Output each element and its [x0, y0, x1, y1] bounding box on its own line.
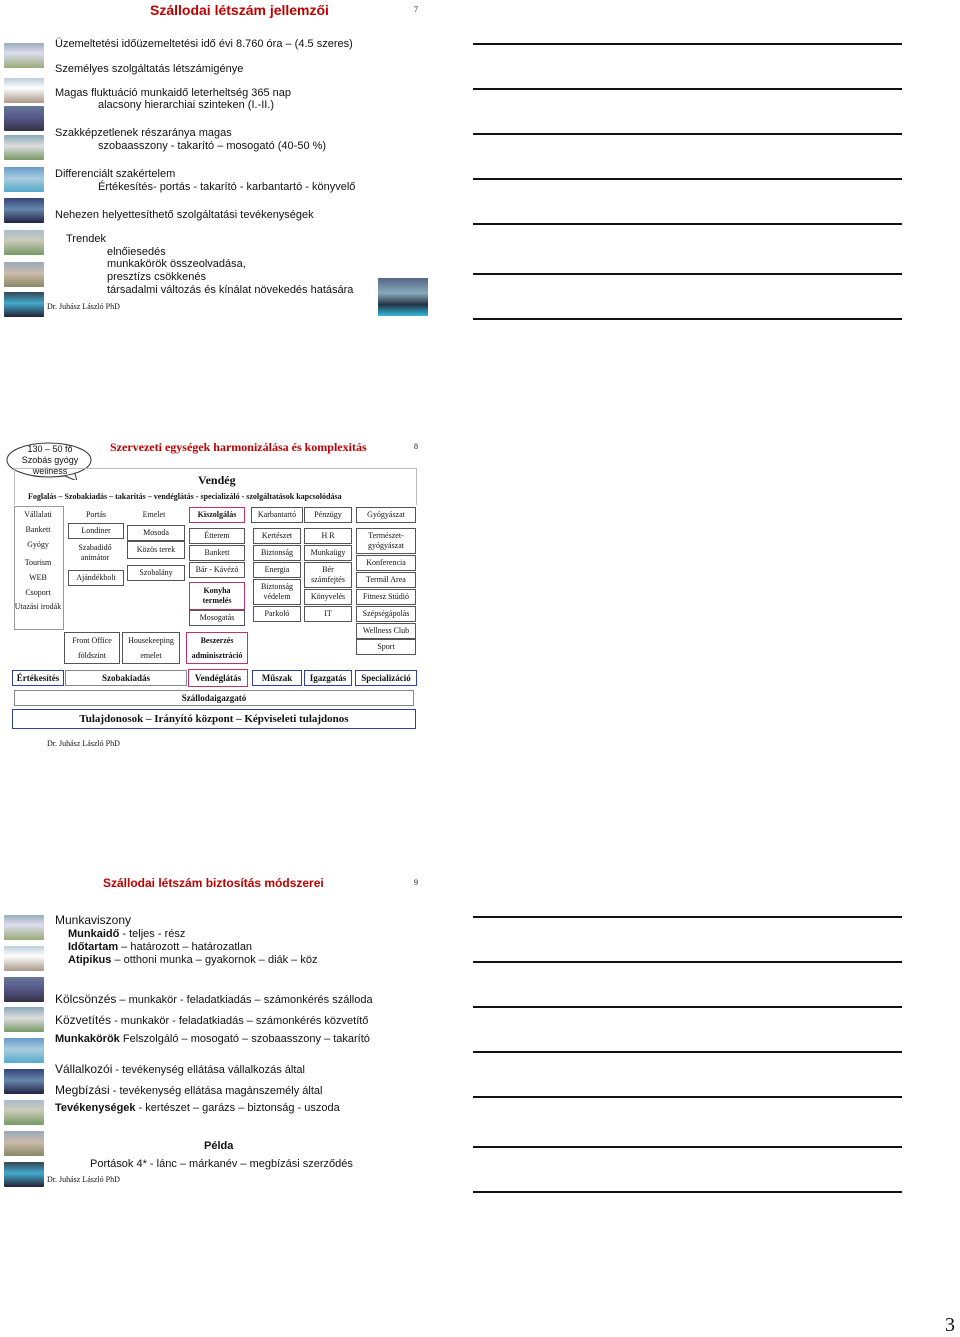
termal-box: Termál Area — [356, 572, 416, 588]
szobakiadas-box: Szobakiadás — [65, 670, 187, 686]
hotel-photo — [4, 43, 44, 68]
gyogyaszat-box: Gyógyászat — [356, 507, 416, 523]
hotel-photo — [4, 1131, 44, 1156]
hotel-photo — [4, 78, 44, 103]
fitnesz-box: Fitnesz Stúdió — [356, 589, 416, 605]
specializacio-box: Specializáció — [355, 670, 417, 686]
kozos-terek-box: Közös terek — [127, 541, 185, 559]
pool-photo — [4, 167, 44, 192]
text-line: Munkaviszony — [55, 913, 132, 927]
konferencia-box: Konferencia — [356, 555, 416, 571]
text-line: szobaasszony - takarító – mosogató (40-50 %) — [98, 140, 327, 152]
text-line: presztízs csökkenés — [107, 271, 207, 283]
wellness-club-box: Wellness Club — [356, 623, 416, 639]
column-item: Bankett — [25, 525, 51, 534]
munkaugy-box: Munkaügy — [304, 545, 352, 561]
text-line: Szakképzetlenek részaránya magas — [55, 127, 232, 139]
szepseg-box: Szépségápolás — [356, 606, 416, 622]
vendeg-label: Vendég — [198, 473, 236, 487]
housekeeping-box: Housekeeping emelet — [122, 632, 180, 664]
slide-2-number: 8 — [414, 442, 418, 451]
text-line: elnőiesedés — [107, 246, 166, 258]
text-line: Trendek — [66, 233, 106, 245]
energia-box: Energia — [253, 562, 301, 578]
pool-photo — [378, 278, 428, 316]
text-line: Közvetítés - munkakör - feladatkiadás – számonkérés közvetítő — [55, 1013, 369, 1027]
hotel-photo — [4, 977, 44, 1002]
penzugy-box: Pénzügy — [304, 507, 352, 523]
bar-box: Bár - Kávézó — [189, 562, 245, 578]
text-line: Megbízási - tevékenység ellátása magánszemély által — [55, 1083, 323, 1097]
karbantarto-box: Karbantartó — [251, 507, 303, 523]
text-line: Differenciált szakértelem — [55, 168, 176, 180]
hotel-photo — [4, 106, 44, 131]
ajandekbolt-box: Ajándékbolt — [68, 570, 124, 586]
speech-bubble-text: 130 – 50 fő Szobás gyógy wellness — [21, 444, 79, 476]
kerteszet-box: Kertészet — [253, 528, 301, 544]
hotel-photo — [4, 915, 44, 940]
szabadido-box: Szabadidő animátor — [68, 541, 122, 565]
front-office-box: Front Office földszint — [64, 632, 120, 664]
hotel-photo — [4, 946, 44, 971]
bankett-box: Bankett — [189, 545, 245, 561]
text-line: Időtartam – határozott – határozatlan — [68, 941, 253, 953]
mosoda-box: Mosoda — [127, 525, 185, 541]
biztonsag-box: Biztonság — [253, 545, 301, 561]
emelet-label: Emelet — [142, 510, 166, 519]
column-item: Csoport — [25, 588, 51, 597]
text-line: Munkakörök Felszolgáló – mosogató – szobaasszony – takarító — [55, 1033, 370, 1045]
pool-photo — [4, 1038, 44, 1063]
slide-1-number: 7 — [414, 5, 418, 14]
hotel-photo — [4, 262, 44, 287]
hotel-photo — [4, 198, 44, 223]
sport-box: Sport — [356, 639, 416, 655]
tulajdonosok-box: Tulajdonosok – Irányító központ – Képviseleti tulajdonos — [12, 709, 416, 729]
muszak-box: Műszak — [252, 670, 302, 686]
hotel-photo — [4, 135, 44, 160]
text-line: munkakörök összeolvadása, — [107, 258, 246, 270]
londiner-box: Londiner — [68, 523, 124, 539]
column-item: Utazási irodák — [14, 602, 62, 611]
pool-photo — [4, 292, 44, 317]
author: Dr. Juhász László PhD — [47, 302, 120, 311]
portas-label: Portás — [86, 510, 106, 519]
igazgato-box: Szállodaigazgató — [14, 690, 414, 706]
text-line: Személyes szolgáltatás létszámigénye — [55, 63, 244, 75]
vallalati-label: Vállalati — [24, 510, 52, 519]
konyveles-box: Könyvelés — [304, 589, 352, 605]
text-line: Munkaidő - teljes - rész — [68, 928, 186, 940]
slide-2-title: Szervezeti egységek harmonizálása és komplexitás — [110, 440, 367, 454]
pelda-label: Példa — [204, 1140, 234, 1152]
slide-3-title: Szállodai létszám biztosítás módszerei — [103, 876, 324, 890]
text-line: Értékesítés- portás - takarító - karbantartó - könyvelő — [98, 181, 356, 193]
hotel-photo — [4, 230, 44, 255]
it-box: IT — [304, 606, 352, 622]
text-line: Kölcsönzés – munkakör - feladatkiadás – számonkérés szálloda — [55, 992, 373, 1006]
hotel-photo — [4, 1007, 44, 1032]
etterem-box: Étterem — [189, 528, 245, 544]
parkolo-box: Parkoló — [253, 606, 301, 622]
author: Dr. Juhász László PhD — [47, 739, 120, 748]
text-line: Üzemeltetési időüzemeltetési idő évi 8.760 óra – (4.5 szeres) — [55, 38, 353, 50]
hotel-photo — [4, 1100, 44, 1125]
mosogatas-box: Mosogatás — [189, 610, 245, 626]
slide-3-number: 9 — [414, 878, 418, 887]
ertekesites-box: Értékesítés — [12, 670, 64, 686]
szobalany-box: Szobalány — [127, 565, 185, 581]
pool-photo — [4, 1162, 44, 1187]
column-item: WEB — [29, 573, 47, 582]
author: Dr. Juhász László PhD — [47, 1175, 120, 1184]
text-line: Vállalkozói - tevékenység ellátása vállalkozás által — [55, 1062, 305, 1076]
vendeglatas-box: Vendéglátás — [188, 669, 248, 687]
igazgatas-box: Igazgatás — [304, 670, 352, 686]
column-item: Gyógy — [27, 540, 49, 549]
ber-box: Bér számfejtés — [304, 562, 352, 588]
text-line: Magas fluktuáció munkaidő leterheltség 365 nap — [55, 87, 292, 99]
kiszolgalas-box: Kiszolgálás — [189, 507, 245, 523]
text-line: Tevékenységek - kertészet – garázs – biztonság - uszoda — [55, 1102, 340, 1114]
slide-1-title: Szállodai létszám jellemzői — [150, 2, 329, 18]
process-line: Foglalás – Szobakiadás – takarítás – vendéglátás - specializáló - szolgáltatások kapcsolódása — [28, 492, 342, 501]
biztonsag-vedelem-box: Biztonság védelem — [253, 579, 301, 605]
text-line: Nehezen helyettesíthető szolgáltatási tevékenységek — [55, 209, 314, 221]
text-line: alacsony hierarchiai szinteken (I.-II.) — [98, 99, 275, 111]
text-line: társadalmi változás és kínálat növekedés hatására — [107, 284, 354, 296]
text-line: Atipikus – otthoni munka – gyakornok – diák – köz — [68, 954, 318, 966]
beszerzes-box: Beszerzés adminisztráció — [186, 632, 248, 664]
page-number: 3 — [945, 1314, 955, 1336]
hr-box: H R — [304, 528, 352, 544]
termeszet-box: Természet- gyógyászat — [356, 528, 416, 554]
column-item: Tourism — [24, 558, 52, 567]
text-line: Portások 4* - lánc – márkanév – megbízási szerződés — [90, 1158, 353, 1170]
hotel-photo — [4, 1069, 44, 1094]
konyha-box: Konyha termelés — [189, 582, 245, 610]
